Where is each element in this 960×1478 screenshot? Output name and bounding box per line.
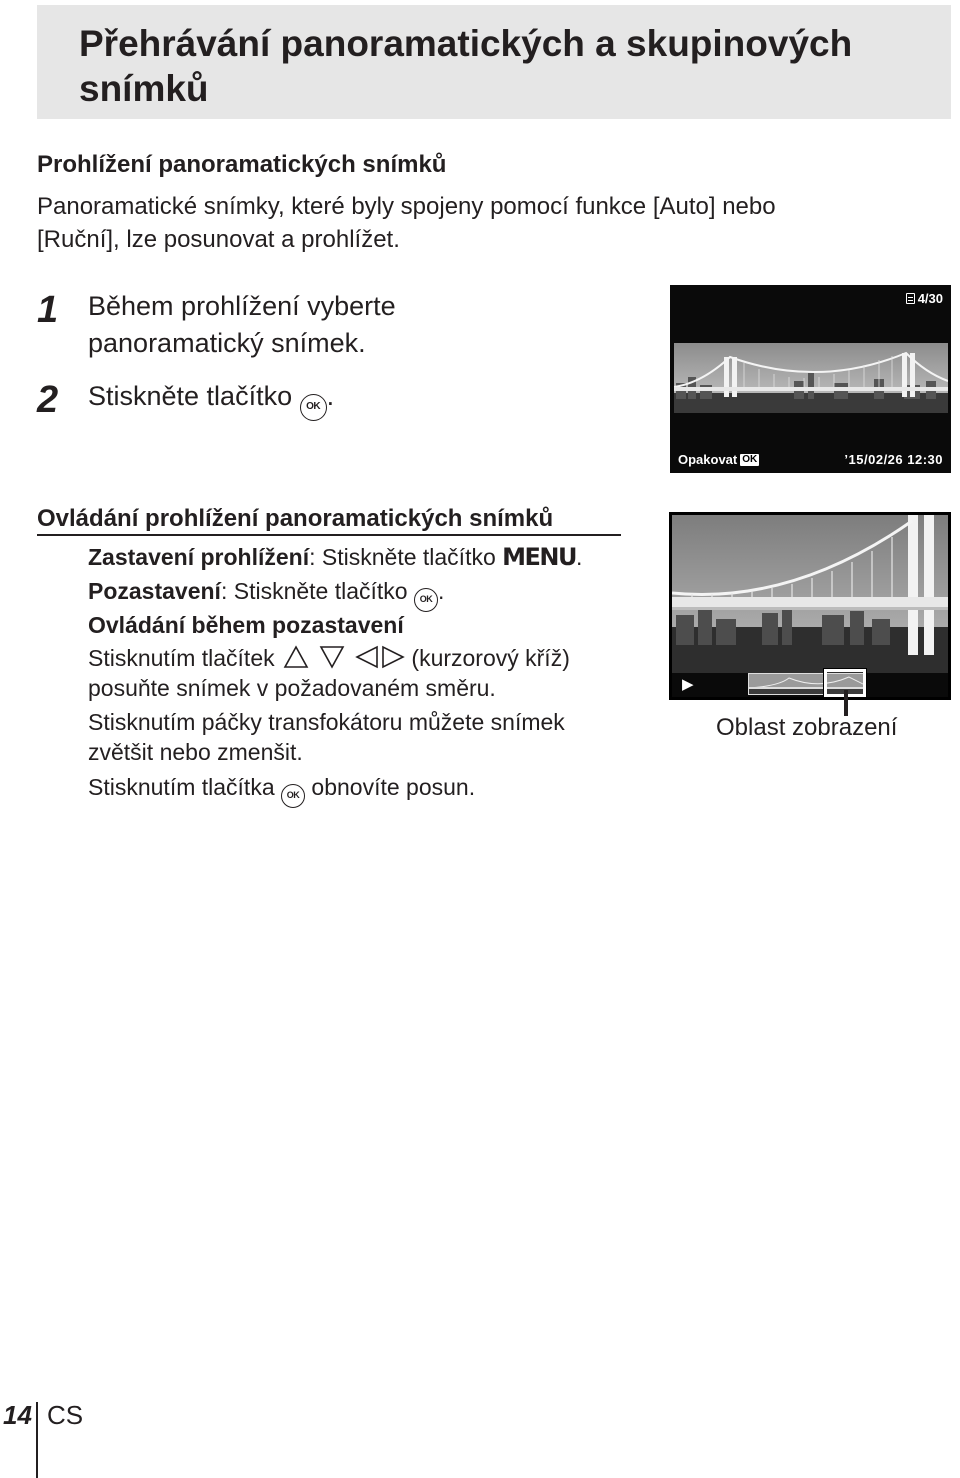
pause-instruction: Pozastavení: Stiskněte tlačítko OK . [88, 576, 444, 612]
page-number: 14 [3, 1400, 32, 1430]
date-time: ’15/02/26 12:30 [844, 452, 943, 467]
zoom-instruction-2: zvětšit nebo zmenšit. [88, 739, 303, 765]
ok-button-icon: OK [281, 784, 305, 808]
ok-key-icon: OK [742, 453, 758, 465]
camera-screen-scroll [669, 512, 951, 700]
bridge-zoom-image [672, 515, 948, 673]
resume-instruction: Stisknutím tlačítka OK obnovíte posun. [88, 772, 475, 808]
footer-divider [36, 1402, 38, 1478]
page-title: Přehrávání panoramatických a skupinových snímků [79, 23, 853, 109]
cursor-arrows-icon [281, 645, 405, 669]
ok-button-icon: OK [300, 394, 327, 421]
title-box [37, 5, 951, 119]
language-code: CS [47, 1400, 84, 1430]
protect-icon [906, 293, 915, 304]
menu-button-label: MENU [502, 543, 576, 571]
pause-controls-heading: Ovládání během pozastavení [88, 612, 404, 638]
repeat-hint: Opakovat OK [678, 452, 758, 467]
arrows-instruction: Stisknutím tlačítek (kurzorový kříž) [88, 645, 570, 671]
intro-text: Panoramatické snímky, které byly spojeny pomocí funkce [Auto] nebo [Ruční], lze posunovat a prohlížet. [37, 193, 776, 253]
section-heading-browse: Prohlížení panoramatických snímků [37, 151, 447, 178]
step-text-1: Během prohlížení vyberte panoramatický snímek. [88, 291, 396, 358]
stop-instruction: Zastavení prohlížení: Stiskněte tlačítko MENU. [88, 543, 583, 571]
frame-counter: 4/30 [906, 291, 943, 306]
ok-button-icon: OK [414, 588, 438, 612]
arrows-instruction-2: posuňte snímek v požadovaném směru. [88, 675, 496, 701]
step-number-2: 2 [37, 379, 59, 421]
camera-screen-playback [670, 285, 951, 473]
display-area-label: Oblast zobrazení [716, 714, 898, 741]
section-heading-controls: Ovládání prohlížení panoramatických snímků [37, 505, 621, 536]
callout-line [844, 690, 848, 716]
zoom-instruction-1: Stisknutím páčky transfokátoru můžete snímek [88, 709, 565, 735]
step-text-2: Stiskněte tlačítko OK . [88, 378, 334, 421]
step-number-1: 1 [37, 289, 59, 331]
play-icon: ▶ [682, 676, 694, 693]
panorama-image [674, 343, 948, 413]
